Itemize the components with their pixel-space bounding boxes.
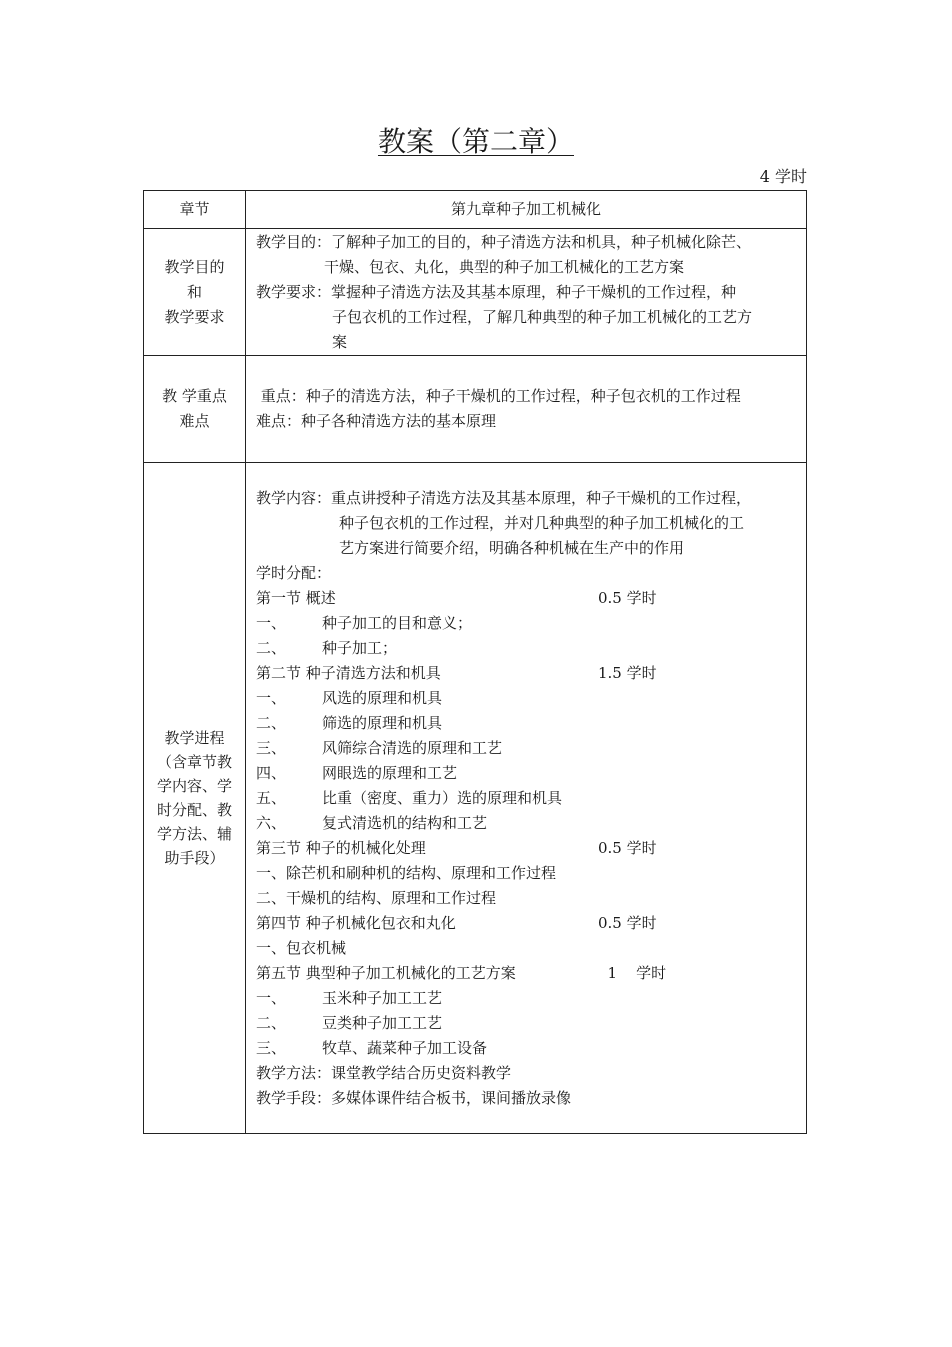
list-item: 一、包衣机械 <box>256 938 347 957</box>
requirement-line: 教学要求：掌握种子清选方法及其基本原理，种子干燥机的工作过程，种 <box>256 282 737 301</box>
item-text: 风选的原理和机具 <box>322 688 443 707</box>
purpose-line: 教学目的：了解种子加工的目的，种子清选方法和机具，种子机械化除芒、 <box>256 232 752 251</box>
section-hours: 0.5 学时 <box>598 588 657 607</box>
chapter-value: 第九章种子加工机械化 <box>450 200 601 218</box>
focus-label-cell <box>144 356 246 463</box>
item-number: 三、 <box>256 1038 287 1057</box>
goals-label-line: 教学要求 <box>164 307 225 326</box>
document-title <box>0 124 952 160</box>
item-number: 四、 <box>256 763 287 782</box>
document-title-text: 教案（第二章） <box>377 125 574 158</box>
item-text: 网眼选的原理和工艺 <box>322 763 458 782</box>
goals-label-line: 和 <box>186 282 202 301</box>
content-line: 种子包衣机的工作过程，并对几种典型的种子加工机械化的工 <box>339 513 745 532</box>
list-item <box>256 761 796 786</box>
item-number: 六、 <box>256 813 287 832</box>
section-heading <box>256 961 796 986</box>
section-title: 第四节 种子机械化包衣和丸化 <box>256 913 456 932</box>
goals-label-line: 教学目的 <box>164 257 225 276</box>
list-item <box>256 711 796 736</box>
hours-heading: 学时分配： <box>256 563 332 582</box>
item-number: 二、 <box>256 1013 287 1032</box>
progress-label-line: 助手段） <box>164 849 225 867</box>
item-text: 种子加工的目和意义； <box>322 613 473 632</box>
section-heading <box>256 586 796 611</box>
list-item <box>256 811 796 836</box>
key-points: 重点：种子的清选方法，种子干燥机的工作过程，种子包衣机的工作过程 <box>256 387 741 405</box>
item-text: 牧草、蔬菜种子加工设备 <box>322 1038 488 1057</box>
teaching-aids: 教学手段：多媒体课件结合板书，课间播放录像 <box>256 1088 572 1107</box>
section-hours: 1 学时 <box>598 963 667 982</box>
progress-label-line: 学方法、辅 <box>156 825 232 843</box>
progress-label-line: 教学进程 <box>164 729 225 747</box>
item-text: 比重（密度、重力）选的原理和机具 <box>322 788 563 807</box>
content-line: 艺方案进行简要介绍，明确各种机械在生产中的作用 <box>339 538 685 557</box>
list-item <box>256 611 796 636</box>
difficulties: 难点：种子各种清选方法的基本原理 <box>256 412 497 430</box>
list-item <box>256 1011 796 1036</box>
section-title: 第三节 种子的机械化处理 <box>256 838 426 857</box>
progress-row <box>144 463 807 1134</box>
progress-label-line: （含章节教 <box>156 753 232 771</box>
goals-label-cell <box>144 229 246 356</box>
section-title: 第一节 概述 <box>256 588 336 607</box>
chapter-row <box>144 191 807 229</box>
item-number: 一、 <box>256 688 287 707</box>
list-item <box>256 686 796 711</box>
lesson-plan-table <box>143 190 807 1134</box>
chapter-label-cell <box>144 191 246 229</box>
list-item <box>256 736 796 761</box>
item-text: 风筛综合清选的原理和工艺 <box>322 738 503 757</box>
requirement-line: 子包衣机的工作过程，了解几种典型的种子加工机械化的工艺方 <box>332 307 753 326</box>
content-line: 教学内容：重点讲授种子清选方法及其基本原理，种子干燥机的工作过程， <box>256 488 752 507</box>
focus-row <box>144 356 807 463</box>
section-hours: 0.5 学时 <box>598 838 657 857</box>
item-text: 复式清选机的结构和工艺 <box>322 813 488 832</box>
progress-label-line: 时分配、教 <box>156 801 232 819</box>
section-title: 第二节 种子清选方法和机具 <box>256 663 441 682</box>
item-text: 种子加工； <box>322 638 398 657</box>
item-number: 五、 <box>256 788 287 807</box>
progress-label-line: 学内容、学 <box>156 777 232 795</box>
section-heading <box>256 836 796 861</box>
progress-content-cell <box>246 463 807 1134</box>
chapter-value-cell <box>246 191 807 229</box>
item-number: 一、 <box>256 988 287 1007</box>
total-hours: 4 学时 <box>759 167 807 186</box>
list-item <box>256 636 796 661</box>
item-text: 豆类种子加工工艺 <box>322 1013 443 1032</box>
goals-content-cell <box>246 229 807 356</box>
section-hours: 1.5 学时 <box>598 663 657 682</box>
section-heading <box>256 911 796 936</box>
list-item: 一、除芒机和刷种机的结构、原理和工作过程 <box>256 863 557 882</box>
section-hours: 0.5 学时 <box>598 913 657 932</box>
item-text: 筛选的原理和机具 <box>322 713 443 732</box>
focus-label-line: 教 学重点 <box>162 387 227 405</box>
item-text: 玉米种子加工工艺 <box>322 988 443 1007</box>
item-number: 二、 <box>256 713 287 732</box>
teaching-method: 教学方法：课堂教学结合历史资料教学 <box>256 1063 512 1082</box>
progress-label-cell <box>144 463 246 1134</box>
section-title: 第五节 典型种子加工机械化的工艺方案 <box>256 963 516 982</box>
item-number: 二、 <box>256 638 287 657</box>
list-item: 二、干燥机的结构、原理和工作过程 <box>256 888 497 907</box>
chapter-label: 章节 <box>179 200 210 218</box>
item-number: 三、 <box>256 738 287 757</box>
list-item <box>256 1036 796 1061</box>
purpose-line: 干燥、包衣、丸化，典型的种子加工机械化的工艺方案 <box>324 257 685 276</box>
focus-label-line: 难点 <box>179 412 210 430</box>
list-item <box>256 786 796 811</box>
list-item <box>256 986 796 1011</box>
section-heading <box>256 661 796 686</box>
goals-row <box>144 229 807 356</box>
focus-content-cell <box>246 356 807 463</box>
item-number: 一、 <box>256 613 287 632</box>
requirement-line: 案 <box>332 332 348 351</box>
